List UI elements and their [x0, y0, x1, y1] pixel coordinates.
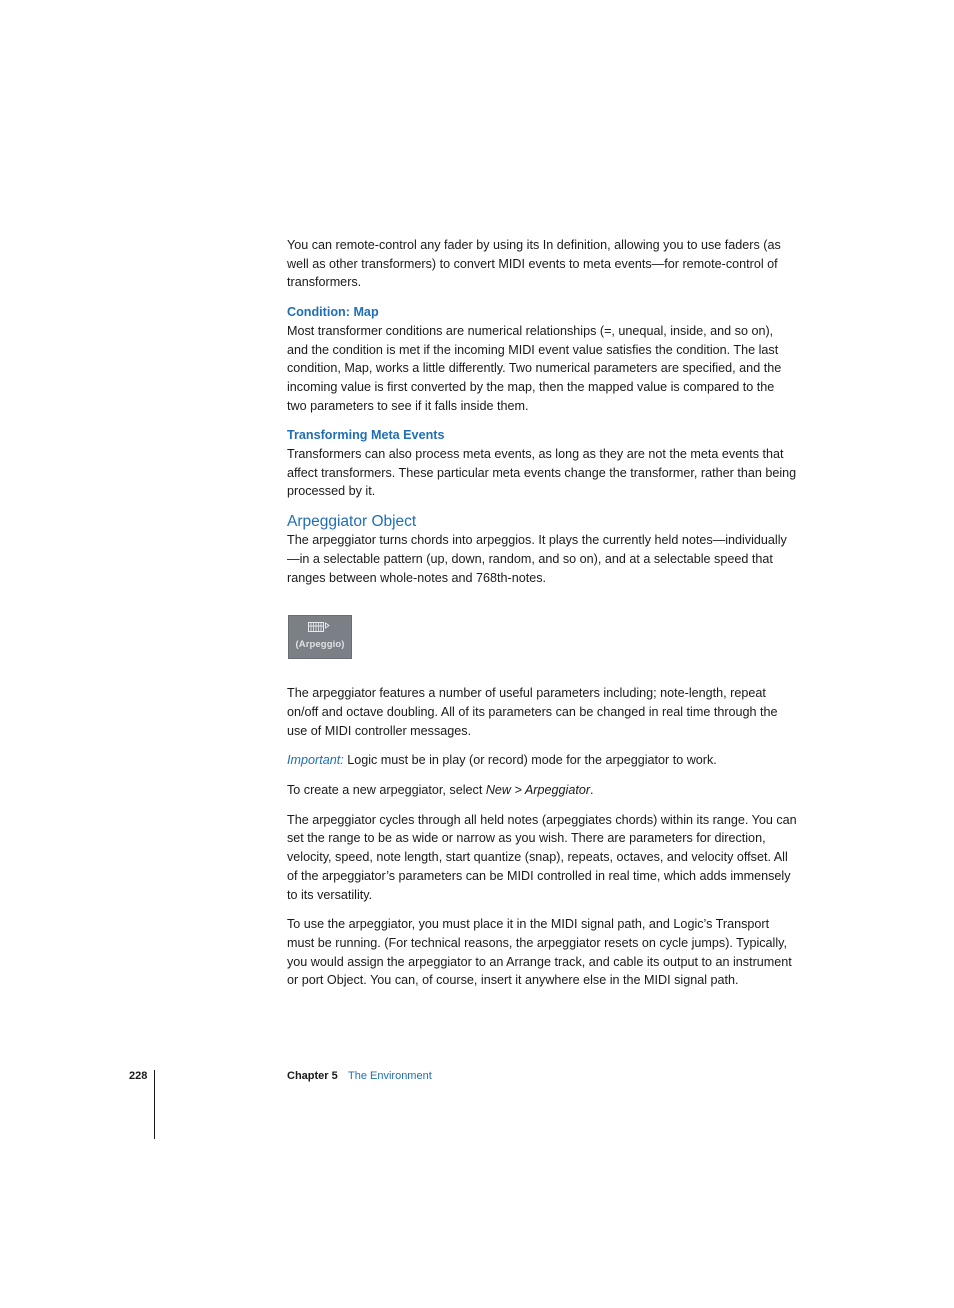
create-instruction: [287, 781, 797, 800]
page-number: 228: [129, 1070, 148, 1082]
intro-paragraph: You can remote-control any fader by using its In definition, allowing you to use faders (as well as other transformers) to convert MIDI events to meta events—for remote-control of transformers.: [287, 238, 781, 290]
cycles-paragraph: The arpeggiator cycles through all held notes (arpeggiates chords) within its range. You can set the range to be as wide or narrow as you wish. There are parameters for direction, velocity, speed, note length, start quantize (snap), repeats, octaves, and velocity offset. All of the arpeggiator’s parameters can be MIDI controlled in real time, which adds immensely to its versatility.: [287, 812, 797, 902]
arpeggiator-object-label: (Arpeggio): [295, 639, 345, 651]
important-note: [287, 751, 797, 770]
heading-arpeggiator-object: Arpeggiator Object: [287, 513, 417, 531]
heading-transforming-meta-events: Transforming Meta Events: [287, 428, 445, 443]
footer-chapter-title: The Environment: [348, 1070, 432, 1082]
create-menu-path: New > Arpeggiator: [485, 783, 591, 798]
arpeggiator-keyboard-icon: [308, 621, 330, 633]
transforming-meta-paragraph: Transformers can also process meta events, as long as they are not the meta events that affect transformers. These particular meta events change the transformer, rather than being processed by it.: [287, 447, 797, 499]
usage-paragraph: To use the arpeggiator, you must place it in the MIDI signal path, and Logic’s Transport must be running. (For technical reasons, the arpeggiator resets on cycle jumps). Typically, you would assign the arpeggiator to an Arrange track, and cable its output to an instrument or port Object. You can, of course, insert it anywhere else in the MIDI signal path.: [287, 917, 792, 988]
features-paragraph: The arpeggiator features a number of useful parameters including; note-length, repeat on/off and octave doubling. All of its parameters can be changed in real time through the use of MIDI controller messages.: [287, 686, 778, 738]
arpeggiator-intro-paragraph: The arpeggiator turns chords into arpeggios. It plays the currently held notes—individually—in a selectable pattern (up, down, random, and so on), and at a selectable speed that ranges between whole-notes and 768th-notes.: [287, 533, 787, 585]
create-prefix: To create a new arpeggiator, select: [287, 783, 486, 798]
arpeggiator-object-image: [288, 615, 352, 659]
heading-condition-map: Condition: Map: [287, 305, 379, 320]
create-suffix: .: [590, 783, 594, 798]
condition-map-paragraph: Most transformer conditions are numerical relationships (=, unequal, inside, and so on), and the condition is met if the incoming MIDI event value satisfies the condition. The last condition, Map, works a little differently. Two numerical parameters are specified, and the incoming value is first converted by the map, then the mapped value is compared to the two parameters to see if it falls inside them.: [287, 323, 782, 413]
footer-divider: [154, 1070, 155, 1139]
important-label: Important:: [287, 753, 344, 768]
footer-chapter-label: Chapter 5: [287, 1070, 338, 1082]
important-text: Logic must be in play (or record) mode for the arpeggiator to work.: [343, 753, 717, 768]
page-content: [287, 236, 797, 990]
